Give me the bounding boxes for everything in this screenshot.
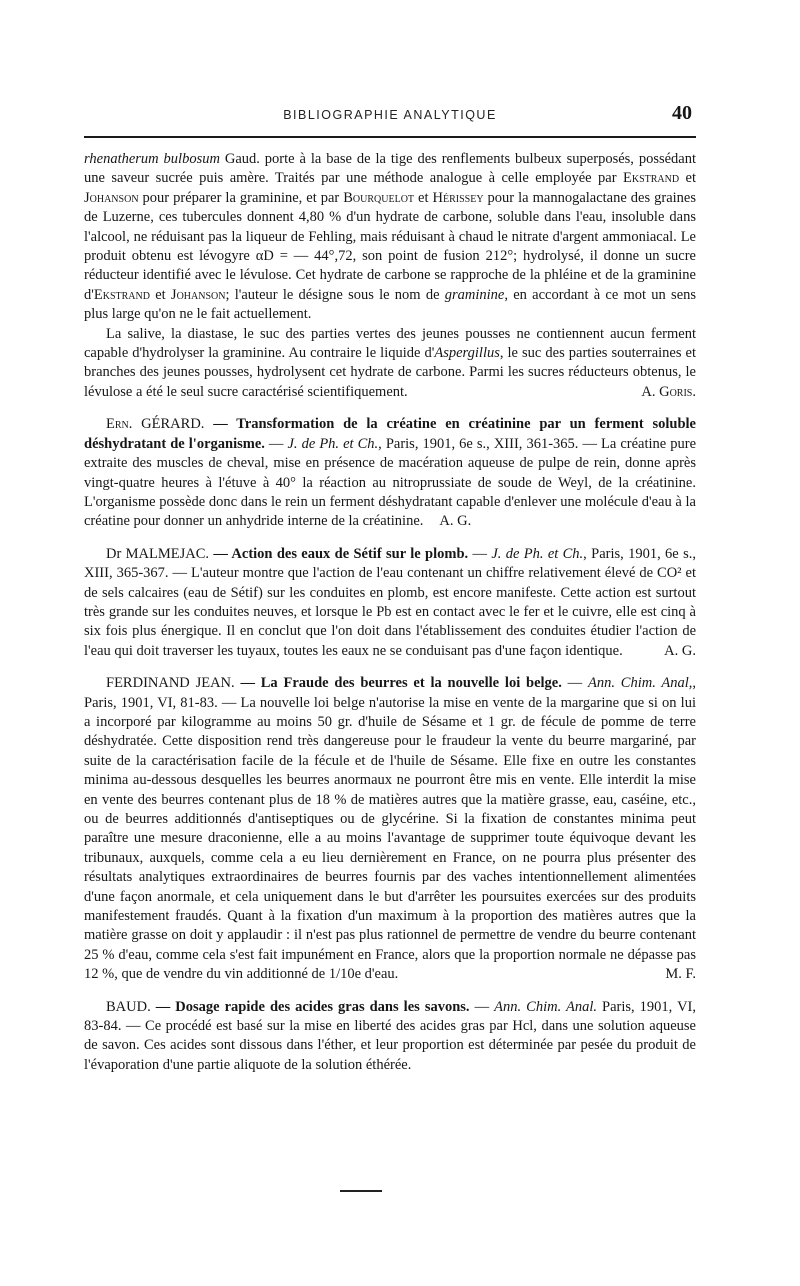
author-name: BAUD. xyxy=(106,998,151,1015)
review-baud xyxy=(84,998,696,1076)
header-rule xyxy=(84,136,696,138)
author-name: Ekstrand xyxy=(93,286,150,303)
text-run: et xyxy=(149,286,171,303)
paragraph xyxy=(84,150,696,325)
text-run: , en accordant à ce mot un sens plus large qu'on ne le fait actuellement. xyxy=(84,286,697,323)
article-title: — La Fraude des beurres et la nouvelle loi belge. xyxy=(234,675,562,692)
paragraph xyxy=(84,545,696,661)
header-title: BIBLIOGRAPHIE ANALYTIQUE xyxy=(283,108,497,122)
review-gerard xyxy=(84,415,696,531)
term: graminine xyxy=(444,286,505,303)
species-name: rhenatherum bulbosum xyxy=(84,151,220,167)
species-name: Aspergillus xyxy=(434,345,500,362)
paragraph xyxy=(84,674,696,985)
page-number: 40 xyxy=(672,102,692,124)
author-name: Ekstrand xyxy=(623,170,680,187)
text-run: , Paris, 1901, VI, 81-83. — La nouvelle loi belge n'autorise la mise en vente de la margarine que si on lui a incorporé par kilogramme au moins 50 gr. d'huile de Sésame et 1 gr. de fécule de pomme de terre déshydratée. Cette disposition rend très dangereuse pour le fraudeur la vente du beurre margariné, par suite de la caractérisation facile de la fécule et de l'huile de Sésame. Elle fixe en outre les constantes minima au-dessous desquelles les beurres anormaux ne pourront être mis en vente. Elle interdit la mise en vente des beurres contenant plus de 18 % de matières autres que la matière grasse, eau, caséine, etc., ou de beurres additionnés d'antiseptiques ou de glycérine. Si la fixation de constantes minima peut paraître une mesure draconienne, elle a au moins l'avantage de supprimer toute équivoque devant les tribunaux, auxquels, comme cela a eu lieu dernièrement en France, on ne pourra plus présenter des résultats analytiques extraordinaires de beurres fournis par des vaches intentionnellement alimentées d'une façon anormale, et cela uniquement dans le but d'arrêter les poursuites exercées sur des produits manifestement fraudés. Quant à la fixation d'un maximum à la proportion des matières autres que la matière grasse on doit y applaudir : il n'est pas plus rationnel de permettre de vendre du beurre contenant 25 % d'eau, comme cela s'est fait impunément en France, alors que la proportion normale ne dépasse pas 12 %, que de vendre du vin additionné de 1/10e d'eau. xyxy=(84,675,696,983)
signature: A. G. xyxy=(439,513,472,530)
text-run: ; l'auteur le désigne sous le nom de xyxy=(225,286,445,303)
author-name: Johanson xyxy=(170,286,226,303)
text-run: pour la mannogalactane des graines de Luzerne, ces tubercules donnent 4,80 % d'un hydrate de carbone, soluble dans l'eau, insoluble dans l'alcool, ne réduisant pas la liqueur de Fehling, mais réduisant à chaud le nitrate d'argent ammoniacal. Le produit obtenu est lévogyre αD = — 44°,72, son point de fusion 212°; hydrolysé, il donne un sucre réducteur identifié avec le lévulose. Cet hydrate de carbone se rapproche de la phléine et de la graminine d' xyxy=(84,189,696,303)
journal-name: J. de Ph. et Ch. xyxy=(491,545,584,562)
paragraph xyxy=(84,998,696,1076)
author-name: Ern. GÉRARD. xyxy=(106,416,205,433)
review-graminine xyxy=(84,150,696,402)
text-run: , Paris, 1901, 6e s., XIII, 361-365. — La créatine pure extraite des muscles de cheval, mise en présence de macération aqueuse de pulpe de rein, donne après vingt-quatre heures à l'étuve à 40° la réaction au nitroprussiate de soude de Weyl, de la créatinine. L'organisme possède donc dans le rein un ferment déshydratant capable d'enlever une molécule d'eau à la créatine pour donner un anhydride interne de la créatinine. xyxy=(84,435,697,530)
article-title: — Dosage rapide des acides gras dans les savons. xyxy=(150,998,470,1015)
text-run: — xyxy=(469,998,495,1015)
review-jean xyxy=(84,674,696,985)
review-malmejac xyxy=(84,545,696,661)
text-run: , Paris, 1901, 6e s., XIII, 365-367. — L'auteur montre que l'action de l'eau contenant un chiffre relativement élevé de CO² et de sels calcaires (eau de Sétif) sur les conduites en plomb, est encore manifeste. Cette action est surtout très grande sur les conduites neuves, et lorsque le Pb est en contact avec le fer et le cuivre, elle est cinq à six fois plus énergique. Il en conclut que l'on doit dans l'établissement des conduites étudier l'action de l'eau qui doit traverser les tuyaux, toutes les eaux ne se conduisant pas d'une façon identique. xyxy=(84,545,696,659)
journal-name: J. de Ph. et Ch. xyxy=(287,435,379,452)
text-run: Paris, 1901, VI, 83-84. — Ce procédé est basé sur la mise en liberté des acides gras par Hcl, dans une solution aqueuse de savon. Ces acides sont dissous dans l'éther, et leur proportion est déterminée par pesée du produit de l'évaporation d'une partie aliquote de la solution éthérée. xyxy=(84,998,697,1073)
article-body xyxy=(84,150,696,1088)
author-name: Dr MALMEJAC. xyxy=(106,545,210,562)
paragraph xyxy=(84,415,696,531)
text-run: pour préparer la graminine, et par xyxy=(138,189,344,206)
author-name: Hérissey xyxy=(432,189,484,206)
text-run: , le suc des parties souterraines et branches des jeunes pousses, hydrolysent cet hydrate de carbone. Parmi les sucres réducteurs obtenus, le lévulose a été le seul sucre caractérisé scientifiquement. xyxy=(84,345,696,400)
text-run: Gaud. porte à la base de la tige des renflements bulbeux superposés, possédant une saveur sucrée puis amère. Traités par une méthode analogue à celle employée par xyxy=(84,151,696,187)
text-run: — xyxy=(561,675,588,692)
text-run: et xyxy=(414,189,433,206)
article-title: — Action des eaux de Sétif sur le plomb. xyxy=(209,545,469,562)
running-header xyxy=(84,104,696,128)
journal-name: Ann. Chim. Anal. xyxy=(494,998,597,1015)
signature: M. F. xyxy=(665,966,696,983)
journal-name: Ann. Chim. Anal, xyxy=(587,675,693,692)
author-name: Johanson xyxy=(84,189,139,206)
author-name: FERDINAND JEAN. xyxy=(106,675,235,692)
text-run: et xyxy=(679,170,696,187)
text-run: — xyxy=(264,435,288,452)
end-divider xyxy=(340,1190,382,1192)
text-run: La salive, la diastase, le suc des parties vertes des jeunes pousses ne contiennent aucun ferment capable d'hydrolyser la graminine. Au contraire le liquide d' xyxy=(84,325,696,362)
paragraph xyxy=(84,325,696,403)
author-name: Bourquelot xyxy=(343,189,415,206)
article-title: — Transformation de la créatine en créatinine par un ferment soluble déshydratant de l'organisme. xyxy=(84,416,696,452)
signature: A. G. xyxy=(664,642,696,659)
text-run: — xyxy=(468,545,492,562)
signature: A. Goris. xyxy=(641,383,696,400)
